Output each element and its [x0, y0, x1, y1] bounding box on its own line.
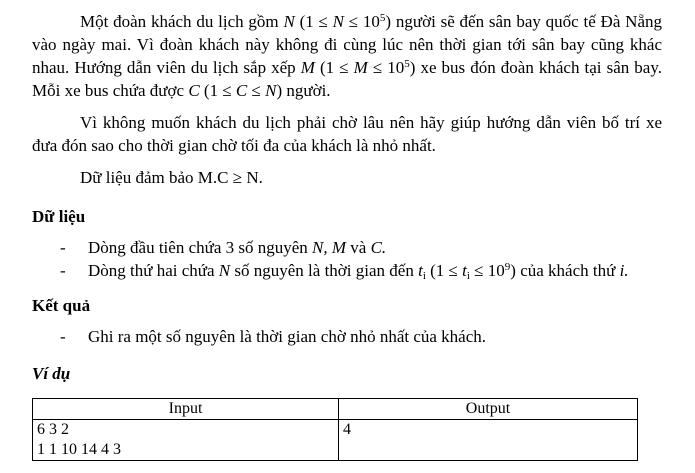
sub-i: i — [422, 270, 426, 282]
range-n-open: (1 ≤ — [299, 12, 333, 31]
col-output-header: Output — [339, 399, 638, 420]
output-heading: Kết quả — [32, 296, 91, 315]
constraint-paragraph: Dữ liệu đảm bảo M.C ≥ N. — [80, 168, 263, 187]
problem-goal-paragraph: Vì không muốn khách du lịch phải chờ lâu nên hãy giúp hướng dẫn viên bố trí xe đưa đón sao cho thời gian chờ tối đa của khách là nhỏ nhất. — [32, 113, 662, 155]
input-bullet-1-text: Dòng đầu tiên chứa 3 số nguyên — [88, 238, 313, 257]
intro-text-1: Một đoàn khách du lịch gồm — [80, 12, 284, 31]
intro-text-2: người sẽ đến sân bay quốc tế Đà Nẵng vào ngày mai. Vì đoàn khách này không đi cùng lúc nên thời gian tới sân bay cũng khác nhau. Hướng dẫn viên du lịch sắp xếp — [32, 12, 662, 77]
var-c-range: C — [235, 81, 248, 100]
example-table-row — [33, 420, 638, 461]
input-bullet-2-text-b: số nguyên là thời gian đến — [230, 261, 419, 280]
bullet-dash: - — [60, 327, 66, 346]
var-n-b2: N — [218, 261, 231, 280]
intro-text-3: xe bus đón đoàn khách tại sân bay. Mỗi xe bus chứa được — [32, 58, 662, 100]
example-heading: Ví dụ — [32, 364, 71, 383]
exp-9: 9 — [504, 261, 511, 273]
example-input-line-2: 1 1 10 14 4 3 — [37, 441, 121, 458]
range-t-close: ) — [510, 261, 516, 280]
example-table-header — [33, 399, 638, 420]
exp-5-m: 5 — [404, 58, 410, 70]
range-c-open: (1 ≤ — [203, 81, 236, 100]
var-n-c-range: N — [265, 81, 277, 100]
input-bullet-1-and: và — [346, 238, 371, 257]
input-heading: Dữ liệu — [32, 207, 86, 226]
range-t-upper: ≤ 10 — [469, 261, 505, 280]
var-t-range: t — [462, 261, 467, 280]
var-nm: N, M — [312, 238, 347, 257]
problem-intro-paragraph — [32, 10, 662, 102]
input-bullet-2-text: Dòng thứ hai chứa — [88, 261, 219, 280]
input-bullet-2-text-c: của khách thứ — [515, 261, 620, 280]
input-bullet-1 — [60, 236, 386, 259]
var-m: M — [300, 58, 315, 77]
range-m-upper: ≤ 10 — [367, 58, 405, 77]
range-c-close: ) — [276, 81, 283, 100]
bullet-dash: - — [60, 261, 66, 280]
range-n-close: ) — [385, 12, 392, 31]
bullet-dash: - — [60, 238, 66, 257]
col-input-header: Input — [33, 399, 339, 420]
var-c-end: C. — [370, 238, 387, 257]
range-c-mid: ≤ — [247, 81, 266, 100]
var-c: C — [188, 81, 200, 100]
sub-i-range: i — [466, 270, 470, 282]
var-n-range: N — [332, 12, 344, 31]
range-n-upper: ≤ 10 — [344, 12, 380, 31]
input-bullet-2 — [60, 259, 629, 282]
output-bullet-1-text: Ghi ra một số nguyên là thời gian chờ nhỏ nhất của khách. — [88, 327, 487, 346]
exp-5: 5 — [379, 12, 386, 24]
range-m-open: (1 ≤ — [319, 58, 354, 77]
example-output-cell — [339, 420, 638, 461]
range-t-open: (1 ≤ — [430, 261, 463, 280]
var-t: t — [418, 261, 423, 280]
example-output-line-1: 4 — [343, 421, 351, 438]
var-n: N — [283, 12, 295, 31]
example-input-line-1: 6 3 2 — [37, 421, 69, 438]
var-i: i. — [619, 261, 629, 280]
example-table — [32, 398, 638, 461]
var-m-range: M — [353, 58, 368, 77]
range-m-close: ) — [409, 58, 416, 77]
example-input-cell — [33, 420, 339, 461]
intro-text-4: người. — [282, 81, 331, 100]
output-bullet-1 — [60, 325, 486, 348]
